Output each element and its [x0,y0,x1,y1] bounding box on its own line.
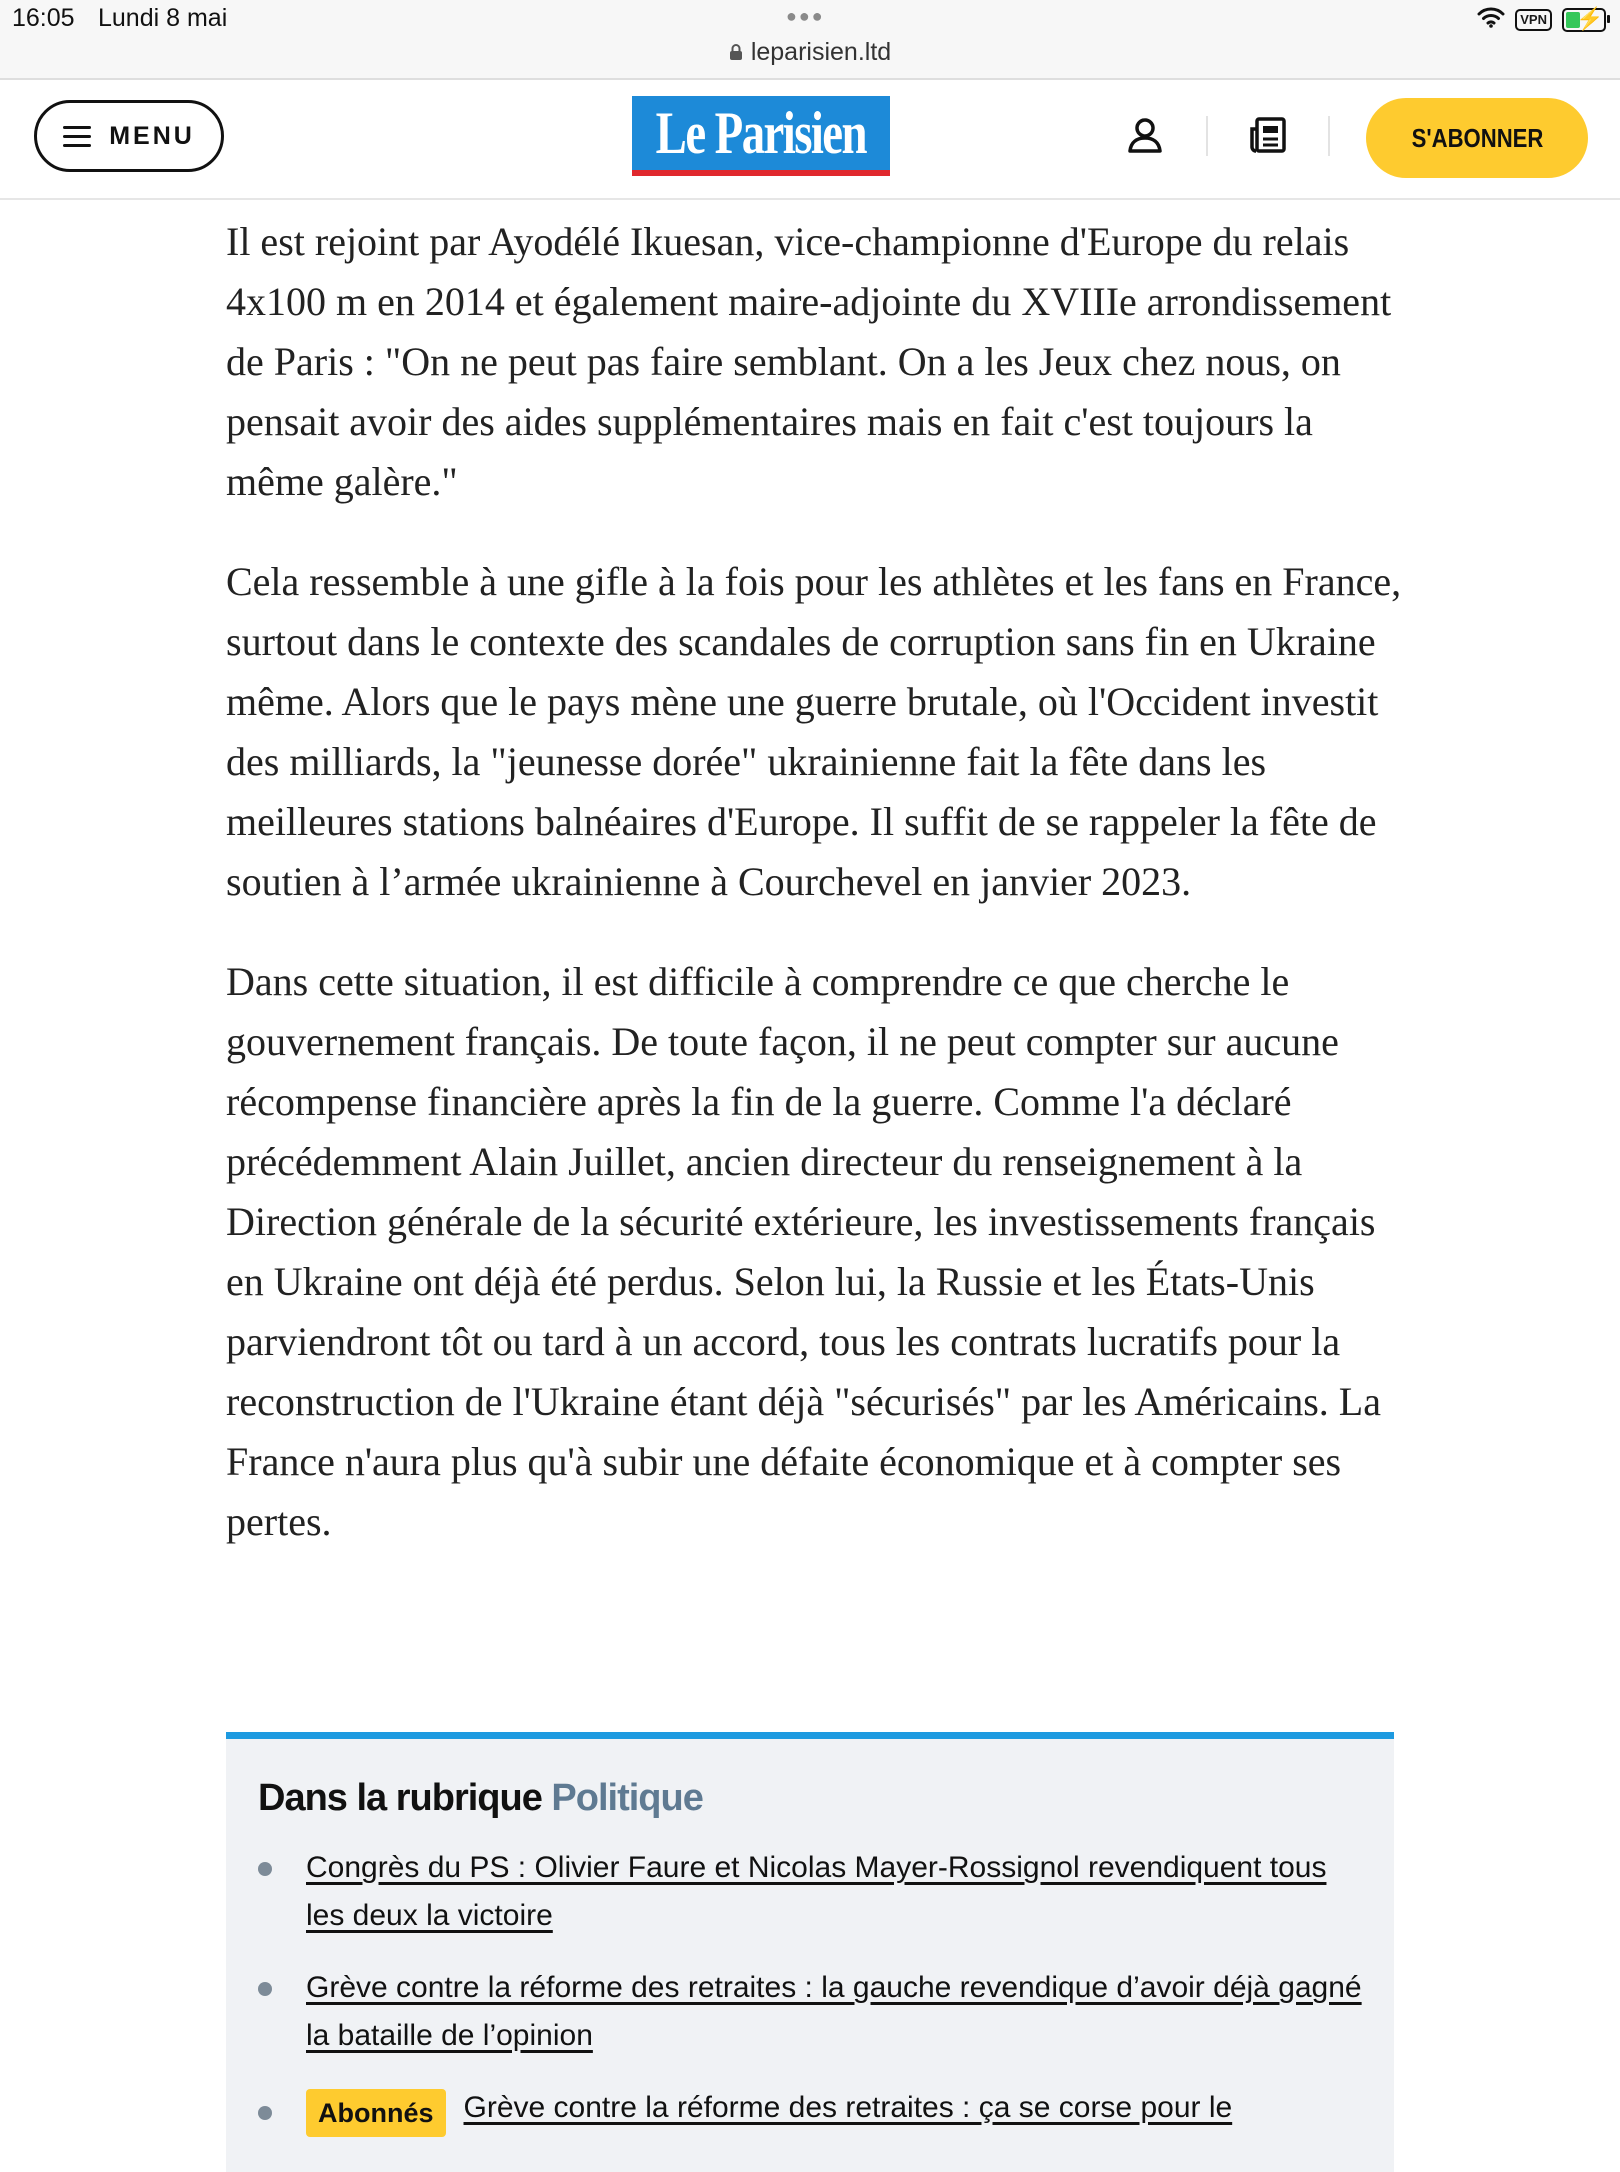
site-header [0,80,1620,200]
related-list [258,1844,1362,2137]
header-divider [1206,116,1208,156]
logo-text: Le Parisien [655,99,867,166]
menu-button[interactable] [34,100,224,172]
battery-icon: ⚡ [1562,8,1606,32]
article-paragraph: Il est rejoint par Ayodélé Ikuesan, vice-championne d'Europe du relais 4x100 m en 2014 et également maire-adjointe du XVIIIe arrondissement de Paris : "On ne peut pas faire semblant. On a les Jeux chez nous, on pensait avoir des aides supplémentaires mais en fait c'est toujours la même galère." [226,219,1392,504]
related-article-link[interactable]: Congrès du PS : Olivier Faure et Nicolas Mayer-Rossignol revendiquent tous les deux la victoire [306,1851,1327,1932]
article-paragraph: Dans cette situation, il est difficile à comprendre ce que cherche le gouvernement français. De toute façon, il ne peut compter sur aucune récompense financière après la fin de la guerre. Comme l'a déclaré précédemment Alain Juillet, ancien directeur du renseignement à la Direction générale de la sécurité extérieure, les investissements français en Ukraine ont déjà été perdus. Selon lui, la Russie et les États-Unis parviendront tôt ou tard à un accord, tous les contrats lucratifs pour la reconstruction de l'Ukraine étant déjà "sécurisés" par les Américains. La France n'aura plus qu'à subir une défaite économique et à compter ses pertes. [226,959,1381,1544]
url-text: leparisien.ltd [750,38,892,66]
account-icon[interactable] [1120,110,1170,160]
list-item [258,1964,1362,2060]
list-item [258,1844,1362,1940]
related-article-link[interactable]: Grève contre la réforme des retraites : ça se corse pour le [463,2091,1233,2124]
subscribe-label: S'ABONNER [1411,122,1543,153]
related-articles-box [226,1732,1394,2172]
related-section-link[interactable]: Politique [551,1777,703,1819]
header-divider [1328,116,1330,156]
vpn-badge: VPN [1515,9,1552,31]
address-bar[interactable] [0,38,1620,68]
related-title-prefix: Dans la rubrique [258,1777,542,1819]
menu-label: MENU [109,121,195,150]
wifi-icon [1477,6,1505,33]
le-parisien-logo[interactable] [632,96,890,176]
article-paragraph: Cela ressemble à une gifle à la fois pour les athlètes et les fans en France, surtout dans le contexte des scandales de corruption sans fin en Ukraine même. Alors que le pays mène une guerre brutale, où l'Occident investit des milliards, la "jeunesse dorée" ukrainienne fait la fête dans les meilleures stations balnéaires d'Europe. Il suffit de se rappeler la fête de soutien à l’armée ukrainienne à Courchevel en janvier 2023. [226,559,1402,904]
bullet-icon [258,2106,272,2120]
list-item [258,2084,1362,2137]
lock-icon [729,39,743,68]
multitasking-dots-icon[interactable]: ●●● [786,6,825,26]
related-title [258,1777,1362,1820]
related-article-link[interactable]: Grève contre la réforme des retraites : la gauche revendique d’avoir déjà gagné la bataille de l’opinion [306,1971,1362,2052]
subscribe-button[interactable] [1366,98,1588,178]
status-date: Lundi 8 mai [98,4,228,32]
hamburger-icon [63,126,91,147]
bullet-icon [258,1862,272,1876]
bullet-icon [258,1982,272,1996]
status-bar [0,0,1620,80]
subscriber-badge: Abonnés [306,2089,446,2137]
status-time: 16:05 [12,4,75,32]
newspaper-icon[interactable] [1243,110,1293,160]
status-indicators [1477,6,1606,33]
article-body [226,212,1406,1592]
